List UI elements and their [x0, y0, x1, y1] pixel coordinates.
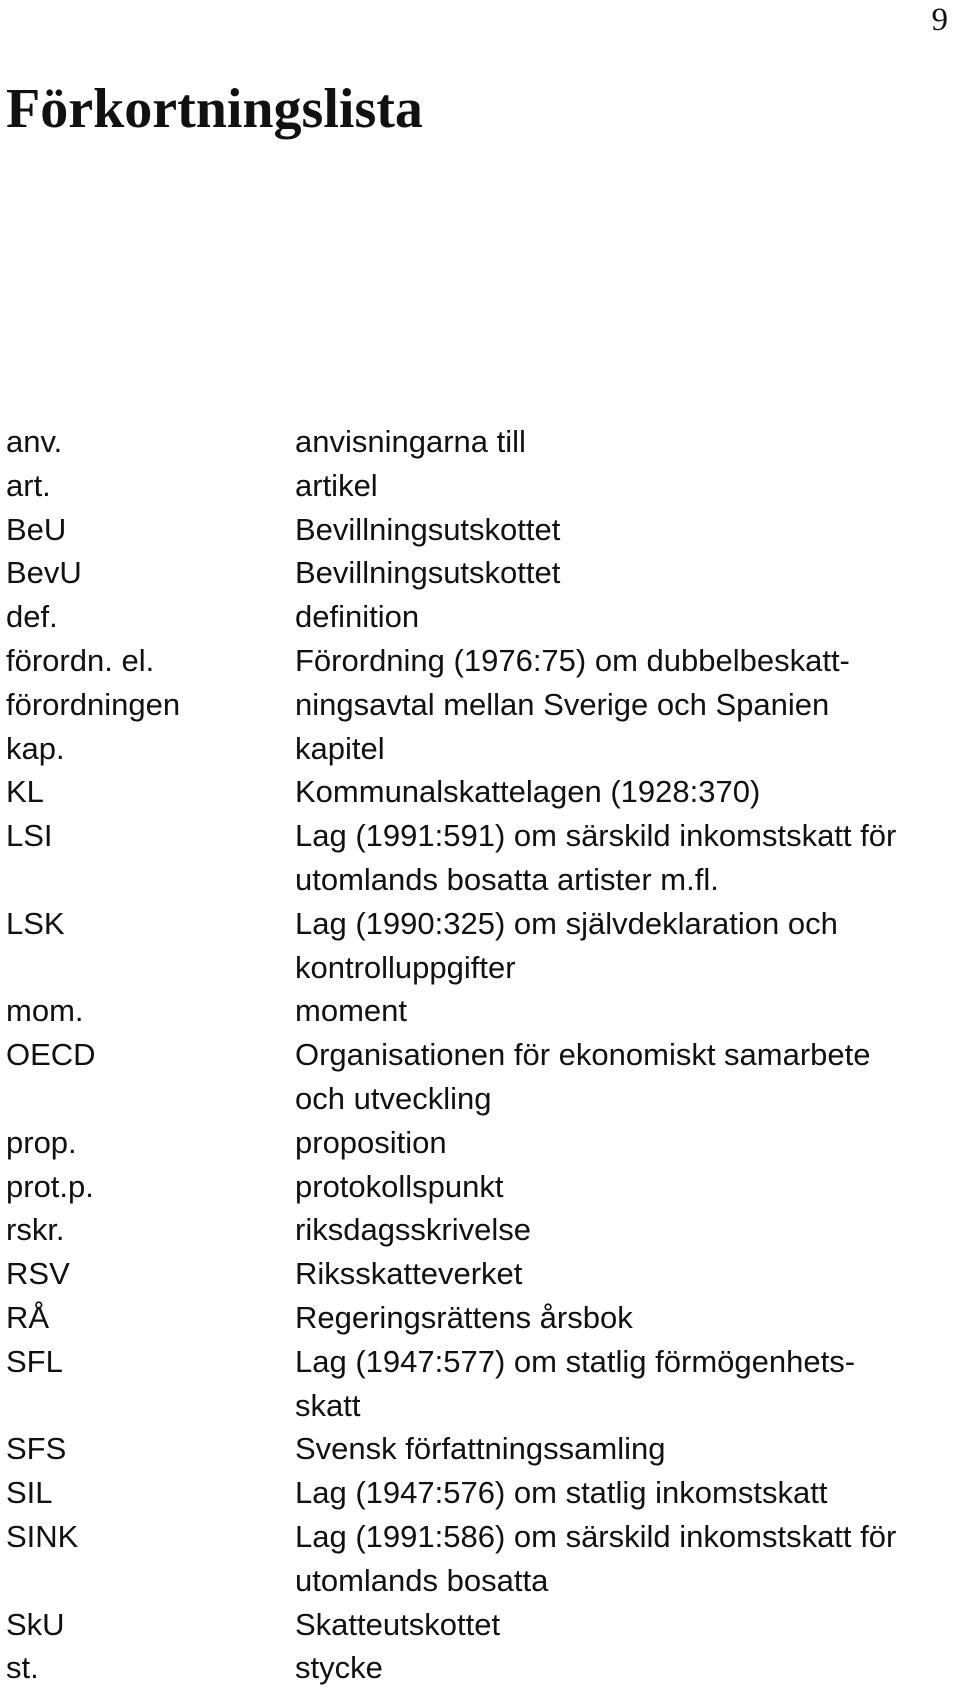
abbreviation-term-line: SkU	[6, 1606, 65, 1642]
abbreviation-row	[6, 1296, 956, 1340]
abbreviation-row	[6, 639, 956, 727]
abbreviation-row	[6, 595, 956, 639]
abbreviation-term	[6, 902, 295, 946]
abbreviation-meaning	[295, 551, 956, 595]
abbreviation-term-line: SIL	[6, 1475, 53, 1511]
abbreviation-meaning-line: Lag (1947:577) om statlig förmögenhets-	[295, 1343, 856, 1379]
abbreviation-meaning	[295, 1296, 956, 1340]
abbreviation-row	[6, 508, 956, 552]
abbreviation-meaning	[295, 595, 956, 639]
abbreviation-term	[6, 1033, 295, 1077]
abbreviation-meaning-line: protokollspunkt	[295, 1168, 504, 1204]
abbreviation-term-line: def.	[6, 599, 58, 635]
abbreviation-row	[6, 1471, 956, 1515]
abbreviation-meaning	[295, 508, 956, 552]
abbreviation-meaning	[295, 420, 956, 464]
abbreviation-meaning	[295, 464, 956, 508]
page-number: 9	[931, 2, 948, 38]
abbreviation-term	[6, 551, 295, 595]
abbreviation-term	[6, 1515, 295, 1559]
abbreviation-term	[6, 508, 295, 552]
abbreviation-term	[6, 595, 295, 639]
abbreviation-row	[6, 727, 956, 771]
abbreviation-meaning	[295, 1033, 956, 1121]
abbreviation-meaning	[295, 1121, 956, 1165]
abbreviation-row	[6, 1515, 956, 1603]
abbreviation-meaning-line: utomlands bosatta	[295, 1562, 549, 1598]
abbreviation-row	[6, 902, 956, 990]
abbreviation-term-line: LSK	[6, 905, 65, 941]
abbreviation-term-line: st.	[6, 1650, 39, 1686]
abbreviation-row	[6, 989, 956, 1033]
abbreviation-list	[6, 420, 956, 1690]
abbreviation-term	[6, 814, 295, 858]
abbreviation-term-line: RÅ	[6, 1299, 50, 1335]
abbreviation-meaning-line: definition	[295, 599, 420, 635]
abbreviation-term-line: rskr.	[6, 1212, 65, 1248]
abbreviation-meaning	[295, 1252, 956, 1296]
abbreviation-meaning-line: Lag (1947:576) om statlig inkomstskatt	[295, 1475, 828, 1511]
abbreviation-row	[6, 1121, 956, 1165]
abbreviation-term-line: BeU	[6, 511, 67, 547]
abbreviation-term	[6, 770, 295, 814]
abbreviation-term	[6, 1471, 295, 1515]
abbreviation-meaning-line: Regeringsrättens årsbok	[295, 1299, 633, 1335]
abbreviation-term-line: förordn. el.	[6, 642, 155, 678]
abbreviation-meaning-line: Förordning (1976:75) om dubbelbeskatt-	[295, 642, 850, 678]
abbreviation-meaning-line: stycke	[295, 1650, 383, 1686]
abbreviation-meaning-line: kontrolluppgifter	[295, 949, 516, 985]
abbreviation-term-line: prot.p.	[6, 1168, 94, 1204]
abbreviation-meaning-line: moment	[295, 993, 407, 1029]
abbreviation-meaning	[295, 770, 956, 814]
abbreviation-meaning-line: Bevillningsutskottet	[295, 511, 561, 547]
abbreviation-meaning-line: utomlands bosatta artister m.fl.	[295, 861, 719, 897]
abbreviation-term	[6, 420, 295, 464]
abbreviation-meaning-line: proposition	[295, 1124, 447, 1160]
abbreviation-term	[6, 1252, 295, 1296]
abbreviation-term	[6, 727, 295, 771]
abbreviation-row	[6, 814, 956, 902]
abbreviation-meaning-line: Bevillningsutskottet	[295, 555, 561, 591]
abbreviation-term-line: kap.	[6, 730, 65, 766]
abbreviation-meaning-line: Skatteutskottet	[295, 1606, 501, 1642]
abbreviation-term-line: art.	[6, 467, 51, 503]
abbreviation-term-line: förordningen	[6, 686, 181, 722]
abbreviation-meaning	[295, 902, 956, 990]
abbreviation-term	[6, 1603, 295, 1647]
abbreviation-row	[6, 1165, 956, 1209]
abbreviation-meaning	[295, 639, 956, 727]
abbreviation-meaning	[295, 727, 956, 771]
abbreviation-term-line: SFL	[6, 1343, 63, 1379]
abbreviation-row	[6, 1603, 956, 1647]
abbreviation-meaning	[295, 1515, 956, 1603]
abbreviation-meaning-line: riksdagsskrivelse	[295, 1212, 532, 1248]
abbreviation-meaning-line: Lag (1990:325) om självdeklaration och	[295, 905, 838, 941]
abbreviation-term-line: prop.	[6, 1124, 77, 1160]
abbreviation-row	[6, 1340, 956, 1428]
abbreviation-term-line: BevU	[6, 555, 82, 591]
abbreviation-meaning-line: ningsavtal mellan Sverige och Spanien	[295, 686, 830, 722]
abbreviation-row	[6, 1208, 956, 1252]
abbreviation-term-line: KL	[6, 774, 44, 810]
abbreviation-meaning	[295, 1471, 956, 1515]
abbreviation-meaning-line: och utveckling	[295, 1080, 492, 1116]
abbreviation-meaning-line: Kommunalskattelagen (1928:370)	[295, 774, 761, 810]
abbreviation-term-line: anv.	[6, 424, 63, 459]
abbreviation-meaning	[295, 1603, 956, 1647]
abbreviation-meaning	[295, 989, 956, 1033]
abbreviation-meaning	[295, 1340, 956, 1428]
abbreviation-meaning-line: Lag (1991:591) om särskild inkomstskatt för	[295, 818, 897, 854]
abbreviation-term	[6, 1427, 295, 1471]
abbreviation-term	[6, 1165, 295, 1209]
abbreviation-term	[6, 1208, 295, 1252]
abbreviation-term-line: mom.	[6, 993, 84, 1029]
abbreviation-row	[6, 551, 956, 595]
abbreviation-row	[6, 1252, 956, 1296]
abbreviation-row	[6, 420, 956, 464]
abbreviation-meaning-line: kapitel	[295, 730, 385, 766]
page-title: Förkortningslista	[6, 78, 423, 140]
abbreviation-term-line: RSV	[6, 1256, 70, 1292]
abbreviation-row	[6, 1646, 956, 1690]
abbreviation-term-line: LSI	[6, 818, 53, 854]
abbreviation-term	[6, 1296, 295, 1340]
abbreviation-row	[6, 1427, 956, 1471]
abbreviation-meaning-line: Organisationen för ekonomiskt samarbete	[295, 1037, 871, 1073]
abbreviation-meaning-line: Svensk författningssamling	[295, 1431, 666, 1467]
abbreviation-term	[6, 639, 295, 727]
abbreviation-meaning	[295, 1165, 956, 1209]
abbreviation-meaning	[295, 814, 956, 902]
abbreviation-term-line: SINK	[6, 1518, 79, 1554]
abbreviation-meaning-line: skatt	[295, 1387, 361, 1423]
abbreviation-row	[6, 464, 956, 508]
abbreviation-term	[6, 1340, 295, 1384]
abbreviation-meaning-line: artikel	[295, 467, 378, 503]
abbreviation-row	[6, 1033, 956, 1121]
abbreviation-term	[6, 1646, 295, 1690]
abbreviation-meaning-line: Riksskatteverket	[295, 1256, 523, 1292]
abbreviation-term	[6, 1121, 295, 1165]
abbreviation-meaning-line: Lag (1991:586) om särskild inkomstskatt för	[295, 1518, 897, 1554]
abbreviation-row	[6, 770, 956, 814]
abbreviation-meaning	[295, 1208, 956, 1252]
abbreviation-meaning-line: anvisningarna till	[295, 424, 526, 459]
abbreviation-term-line: SFS	[6, 1431, 67, 1467]
abbreviation-term-line: OECD	[6, 1037, 96, 1073]
abbreviation-term	[6, 464, 295, 508]
abbreviation-term	[6, 989, 295, 1033]
abbreviation-meaning	[295, 1646, 956, 1690]
abbreviation-meaning	[295, 1427, 956, 1471]
